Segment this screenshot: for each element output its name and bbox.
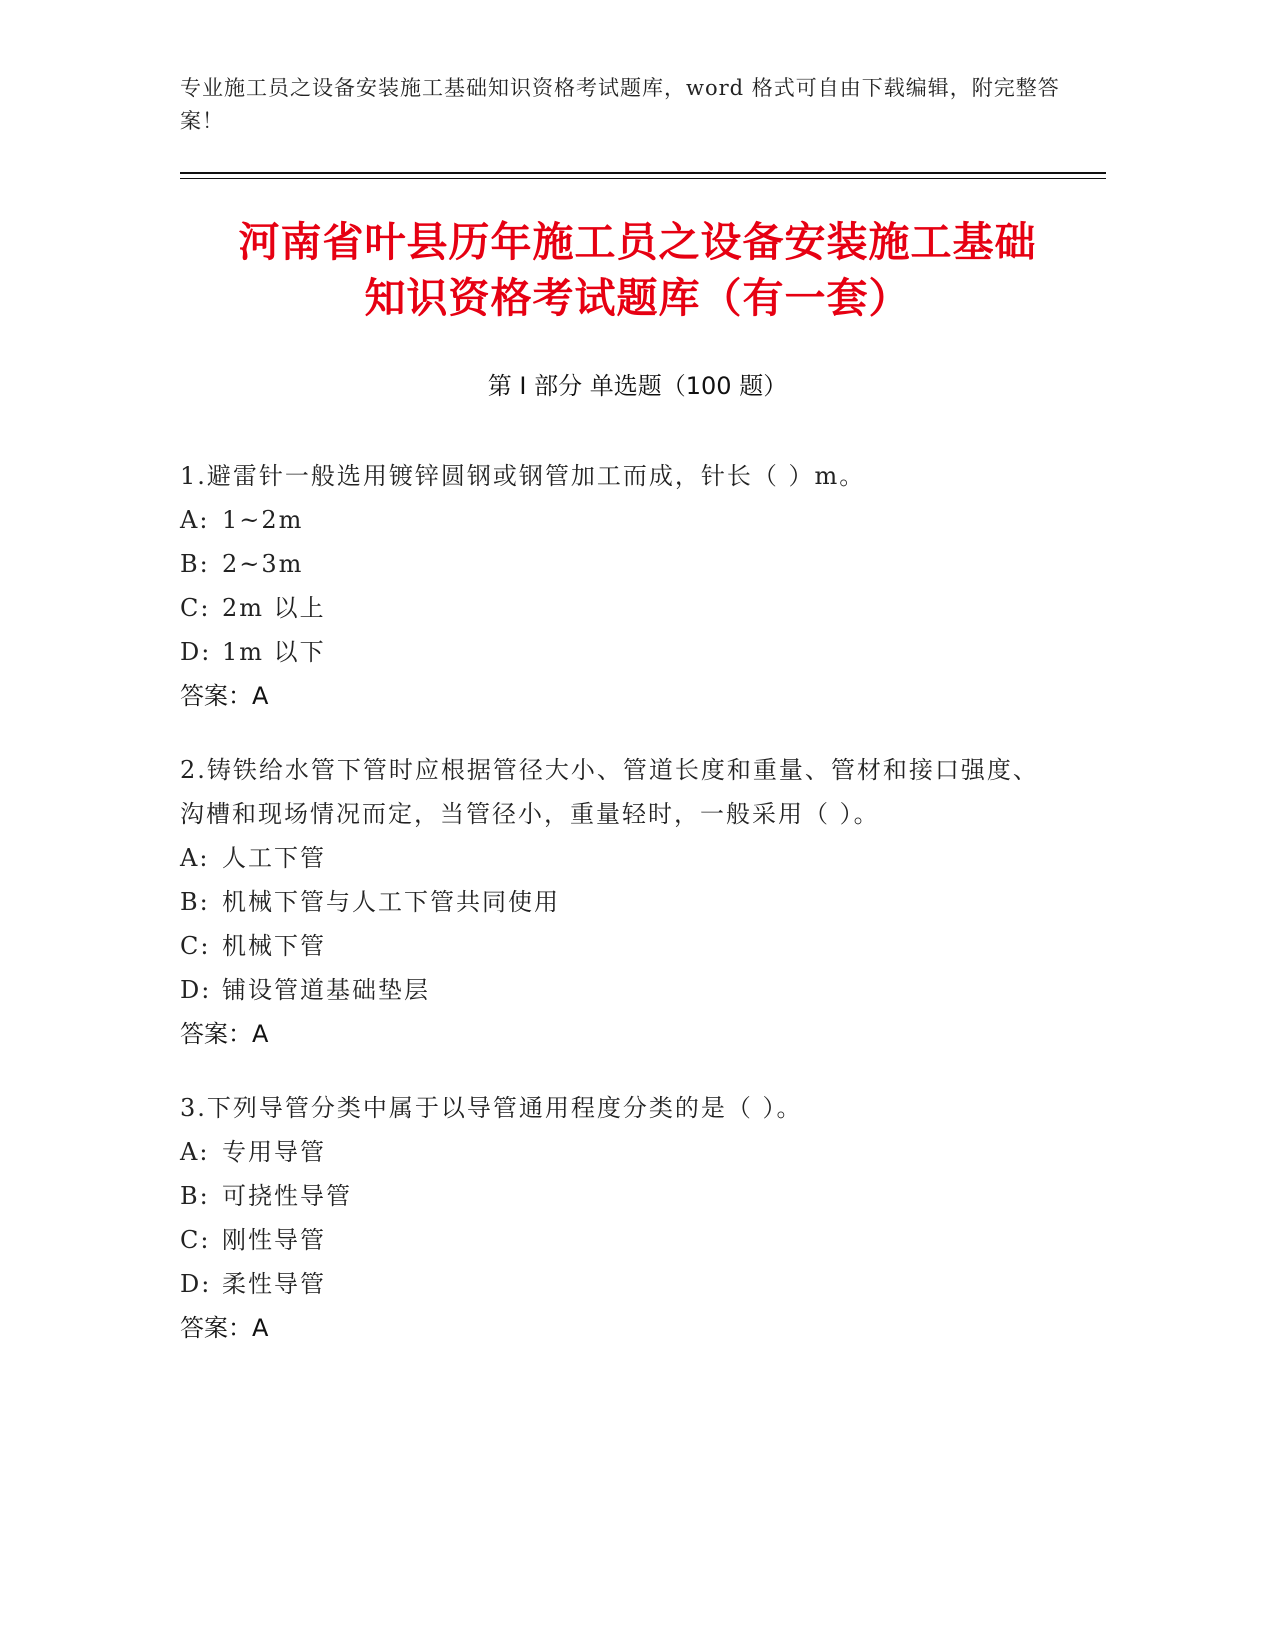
option-text: 专用导管 (222, 1138, 326, 1166)
answer-label: 答案： (180, 1020, 252, 1048)
option-text: 刚性导管 (222, 1226, 326, 1254)
option-key: A: (180, 1138, 210, 1166)
option-b (180, 542, 1060, 586)
option-key: A: (180, 844, 210, 872)
option-key: C: (180, 1226, 211, 1254)
option-key: B: (180, 1182, 210, 1210)
option-key: D: (180, 1270, 212, 1298)
option-text: 机械下管与人工下管共同使用 (222, 888, 560, 916)
question-stem: 2.铸铁给水管下管时应根据管径大小、管道长度和重量、管材和接口强度、沟槽和现场情况而定，当管径小，重量轻时，一般采用（ ）。 (180, 756, 1039, 828)
option-text: 1m 以下 (222, 638, 326, 666)
question-list (180, 454, 1060, 1380)
option-key: A: (180, 506, 210, 534)
option-text: 2~3m (222, 550, 304, 578)
option-key: C: (180, 932, 211, 960)
option-text: 铺设管道基础垫层 (222, 976, 430, 1004)
document-title-line-1: 河南省叶县历年施工员之设备安装施工基础 (238, 218, 1037, 266)
option-d (180, 968, 1060, 1012)
option-key: D: (180, 976, 212, 1004)
answer-line (180, 674, 1060, 718)
question-stem: 3.下列导管分类中属于以导管通用程度分类的是（ ）。 (180, 1094, 803, 1122)
option-key: C: (180, 594, 211, 622)
answer-value: A (252, 682, 269, 710)
option-a (180, 498, 1060, 542)
option-d (180, 630, 1060, 674)
option-text: 机械下管 (222, 932, 326, 960)
answer-value: A (252, 1020, 269, 1048)
option-key: B: (180, 888, 210, 916)
option-key: B: (180, 550, 210, 578)
option-c (180, 1218, 1060, 1262)
answer-line (180, 1306, 1060, 1350)
question-3 (180, 1086, 1060, 1350)
answer-label: 答案： (180, 682, 252, 710)
header-note: 专业施工员之设备安装施工基础知识资格考试题库，word 格式可自由下载编辑，附完整答案！ (180, 76, 1060, 133)
answer-value: A (252, 1314, 269, 1342)
option-text: 1~2m (222, 506, 304, 534)
question-1 (180, 454, 1060, 718)
option-c (180, 924, 1060, 968)
document-title-line-2: 知识资格考试题库（有一套） (364, 274, 911, 322)
question-2 (180, 748, 1060, 1056)
option-text: 可挠性导管 (222, 1182, 352, 1210)
answer-line (180, 1012, 1060, 1056)
option-b (180, 880, 1060, 924)
section-title: 第 I 部分 单选题（100 题） (487, 372, 788, 400)
option-a (180, 836, 1060, 880)
option-d (180, 1262, 1060, 1306)
option-text: 柔性导管 (222, 1270, 326, 1298)
option-a (180, 1130, 1060, 1174)
header-rule-thick (180, 172, 1106, 174)
document-title (150, 214, 1125, 326)
header-rule-thin (180, 178, 1106, 179)
option-b (180, 1174, 1060, 1218)
option-key: D: (180, 638, 212, 666)
question-stem: 1.避雷针一般选用镀锌圆钢或钢管加工而成，针长（ ）m。 (180, 462, 866, 490)
option-text: 人工下管 (222, 844, 326, 872)
answer-label: 答案： (180, 1314, 252, 1342)
option-text: 2m 以上 (222, 594, 326, 622)
option-c (180, 586, 1060, 630)
